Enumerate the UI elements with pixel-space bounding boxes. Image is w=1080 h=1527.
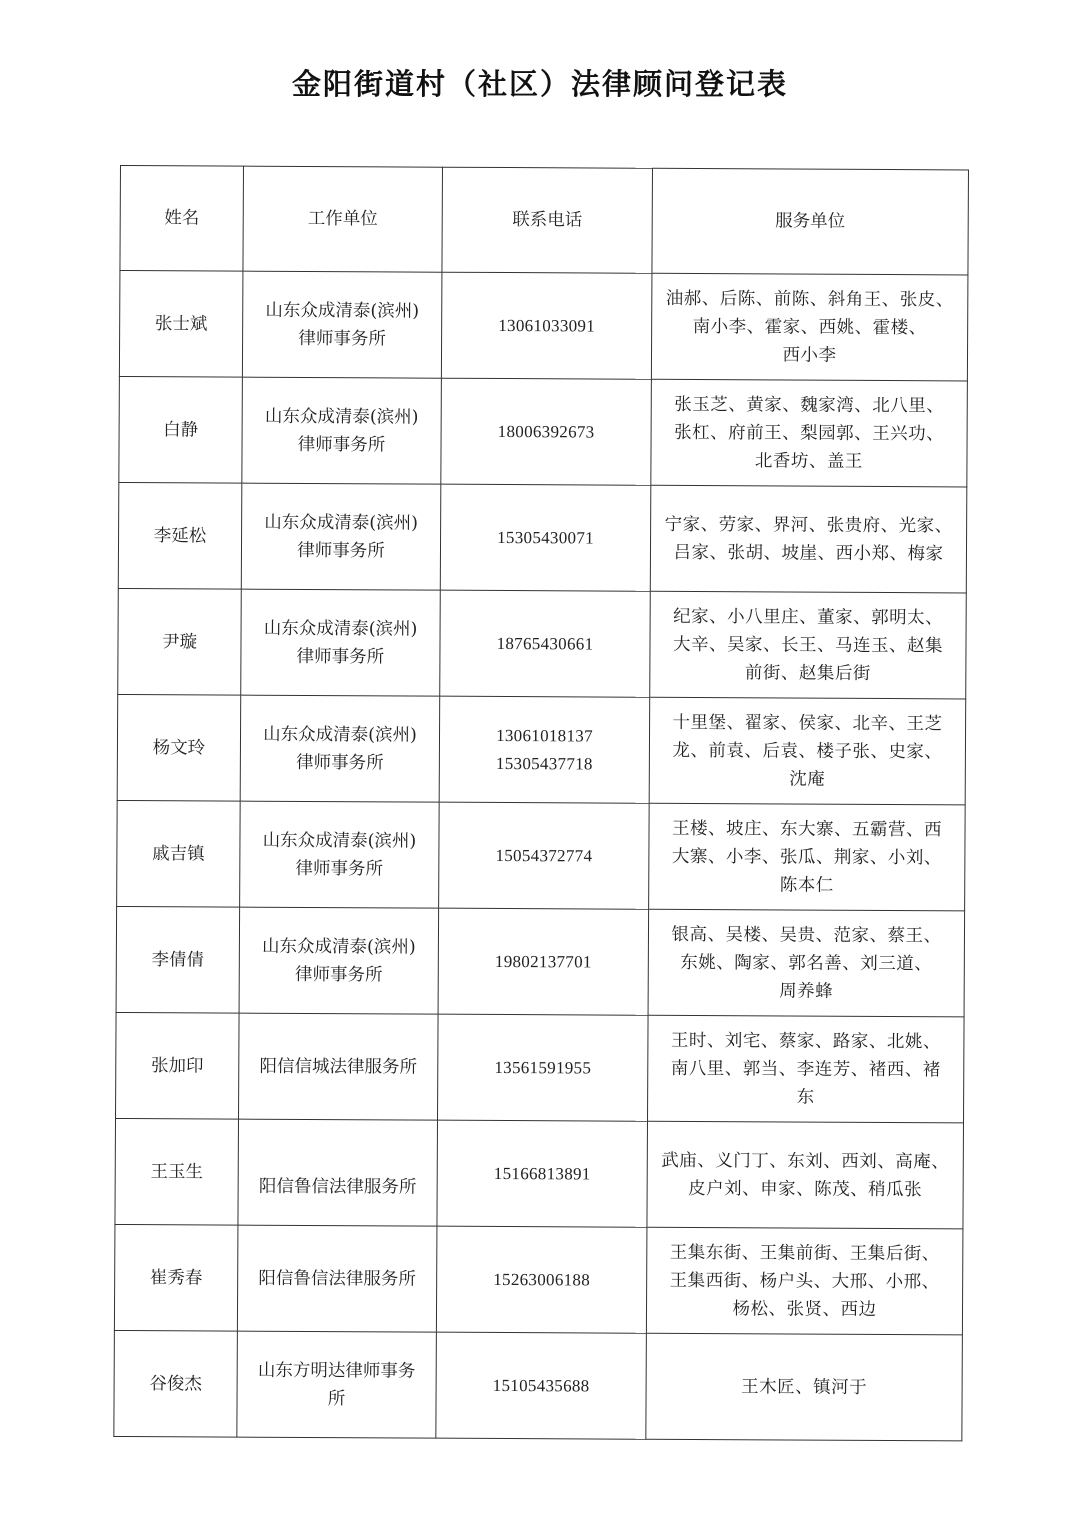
work-unit-line: 阳信鲁信法律服务所 (258, 1268, 416, 1290)
name-cell: 崔秀春 (114, 1224, 238, 1331)
header-service-unit: 服务单位 (652, 168, 969, 275)
work-unit-line: 律师事务所 (298, 328, 386, 349)
work-unit-cell (241, 483, 441, 590)
service-unit-cell (646, 1227, 963, 1335)
work-unit-cell (241, 589, 441, 696)
service-unit-line: 大辛、吴家、长王、马连玉、赵集 (672, 634, 944, 656)
phone-cell (439, 802, 650, 909)
service-unit-cell (651, 379, 968, 487)
service-unit-line: 周养蜂 (779, 980, 834, 1002)
service-unit-line: 东 (796, 1087, 815, 1108)
phone-cell (440, 590, 651, 697)
phone-cell (441, 378, 652, 485)
phone-number: 13061033091 (498, 315, 596, 335)
service-unit-line: 银高、吴楼、吴贵、范家、蔡王、 (671, 924, 942, 946)
work-unit-cell (242, 377, 442, 484)
phone-number: 15305430071 (497, 527, 595, 547)
phone-number: 13561591955 (494, 1057, 592, 1077)
work-unit-line: 山东众成清泰(滨州) (262, 830, 417, 852)
work-unit-line: 阳信鲁信法律服务所 (258, 1176, 417, 1198)
table-row (116, 906, 965, 1016)
service-unit-cell (651, 273, 968, 381)
work-unit-line: 山东众成清泰(滨州) (263, 618, 418, 640)
page-title: 金阳街道村（社区）法律顾问登记表 (291, 67, 788, 101)
phone-number: 19802137701 (494, 951, 592, 971)
header-row (120, 166, 969, 275)
service-unit-line: 东姚、陶家、郭名善、刘三道、 (680, 952, 933, 974)
work-unit-line: 山东众成清泰(滨州) (265, 300, 420, 322)
work-unit-cell (237, 1331, 437, 1438)
name-cell: 李倩倩 (116, 906, 240, 1013)
header-work-unit: 工作单位 (243, 166, 443, 272)
phone-cell (439, 696, 650, 803)
phone-cell (438, 1014, 649, 1121)
service-unit-line: 张杠、府前王、梨园郭、王兴功、 (674, 422, 945, 444)
service-unit-cell (649, 803, 966, 911)
work-unit-line: 所 (327, 1388, 346, 1409)
phone-number: 15263006188 (493, 1269, 591, 1289)
service-unit-cell (648, 909, 965, 1017)
table-row (117, 800, 966, 910)
work-unit-line: 山东方明达律师事务 (257, 1360, 416, 1382)
table-header (120, 166, 969, 275)
name-cell: 张加印 (116, 1012, 240, 1119)
work-unit-line: 山东众成清泰(滨州) (263, 724, 417, 746)
work-unit-cell (237, 1225, 437, 1332)
phone-cell (436, 1226, 647, 1333)
phone-cell (436, 1332, 647, 1439)
table-row (117, 694, 966, 804)
service-unit-line: 陈本仁 (779, 874, 834, 896)
service-unit-line: 大寨、小李、张瓜、荆家、小刘、 (671, 846, 942, 868)
name-cell: 白静 (119, 376, 243, 483)
table-body (114, 271, 968, 1441)
service-unit-cell (648, 1015, 965, 1123)
phone-number: 13061018137 (496, 725, 593, 745)
work-unit-line: 律师事务所 (296, 646, 385, 667)
phone-cell (437, 1120, 648, 1227)
phone-number: 18765430661 (496, 633, 594, 653)
work-unit-cell (238, 1119, 438, 1226)
service-unit-cell (647, 1121, 964, 1229)
table-row (114, 1330, 963, 1440)
phone-cell (438, 908, 649, 1015)
name-cell: 杨文玲 (117, 694, 241, 801)
service-unit-cell (650, 591, 967, 699)
phone-cell (441, 272, 652, 379)
table-row (116, 1012, 965, 1122)
phone-cell (440, 484, 651, 591)
phone-number: 15054372774 (495, 845, 593, 865)
service-unit-line: 王时、刘宅、蔡家、路家、北姚、 (670, 1030, 941, 1052)
service-unit-line: 杨松、张贤、西边 (732, 1298, 877, 1320)
work-unit-cell (242, 271, 442, 378)
service-unit-line: 西小李 (782, 344, 837, 366)
name-cell: 张士斌 (119, 271, 243, 378)
service-unit-cell (650, 485, 967, 593)
work-unit-line: 律师事务所 (296, 752, 384, 773)
service-unit-cell (646, 1333, 963, 1441)
work-unit-cell (239, 907, 439, 1014)
phone-number: 15105435688 (492, 1375, 590, 1395)
header-name: 姓名 (120, 166, 244, 272)
service-unit-line: 皮户刘、申家、陈茂、稍瓜张 (688, 1178, 923, 1200)
service-unit-line: 纪家、小八里庄、董家、郭明太、 (673, 606, 944, 628)
work-unit-line: 阳信信城法律服务所 (259, 1056, 418, 1078)
service-unit-line: 北香坊、盖王 (754, 450, 864, 472)
service-unit-line: 王楼、坡庄、东大寨、五霸营、西 (671, 818, 943, 840)
service-unit-line: 武庙、义门丁、东刘、西刘、高庵、 (661, 1150, 950, 1172)
service-unit-line: 吕家、张胡、坡崖、西小郑、梅家 (673, 542, 944, 564)
name-cell: 李延松 (118, 482, 242, 589)
table-row (115, 1118, 964, 1228)
service-unit-line: 南八里、郭当、李连芳、褚西、褚 (670, 1058, 941, 1080)
service-unit-line: 龙、前袁、后袁、楼子张、史家、 (672, 740, 943, 762)
work-unit-cell (240, 801, 440, 908)
table-row (119, 376, 968, 486)
header-phone: 联系电话 (442, 167, 653, 273)
work-unit-cell (240, 695, 440, 802)
service-unit-line: 张玉芝、黄家、魏家湾、北八里、 (674, 394, 945, 416)
service-unit-line: 南小李、霍家、西姚、霍楼、 (692, 316, 927, 338)
phone-number: 18006392673 (497, 421, 595, 441)
work-unit-line: 律师事务所 (295, 858, 384, 879)
table-row (119, 271, 968, 381)
table-row (118, 588, 967, 698)
registration-table (113, 165, 969, 1441)
work-unit-line: 律师事务所 (297, 540, 385, 561)
service-unit-cell (649, 697, 966, 805)
service-unit-line: 前街、赵集后街 (744, 662, 871, 684)
work-unit-line: 山东众成清泰(滨州) (262, 936, 416, 958)
name-cell: 戚吉镇 (117, 800, 241, 907)
work-unit-line: 律师事务所 (297, 434, 386, 455)
work-unit-line: 山东众成清泰(滨州) (264, 406, 419, 428)
work-unit-line: 律师事务所 (294, 964, 383, 985)
service-unit-line: 宁家、劳家、界河、张贵府、光家、 (664, 514, 953, 536)
table-row (118, 482, 967, 592)
table-row (114, 1224, 963, 1334)
service-unit-line: 王集西街、杨户头、大邢、小邢、 (669, 1270, 940, 1292)
name-cell: 谷俊杰 (114, 1330, 238, 1437)
service-unit-line: 油郝、后陈、前陈、斜角王、张皮、 (665, 288, 954, 310)
service-unit-line: 王集东街、王集前街、王集后街、 (669, 1242, 940, 1264)
name-cell: 王玉生 (115, 1118, 239, 1225)
service-unit-line: 十里堡、翟家、侯家、北辛、王芝 (672, 712, 943, 734)
work-unit-cell (239, 1013, 439, 1120)
phone-number: 15305437718 (495, 753, 593, 773)
service-unit-line: 沈庵 (789, 769, 826, 790)
service-unit-line: 王木匠、镇河于 (741, 1376, 868, 1398)
name-cell: 尹璇 (118, 588, 242, 695)
phone-number: 15166813891 (493, 1163, 591, 1183)
work-unit-line: 山东众成清泰(滨州) (264, 512, 419, 534)
